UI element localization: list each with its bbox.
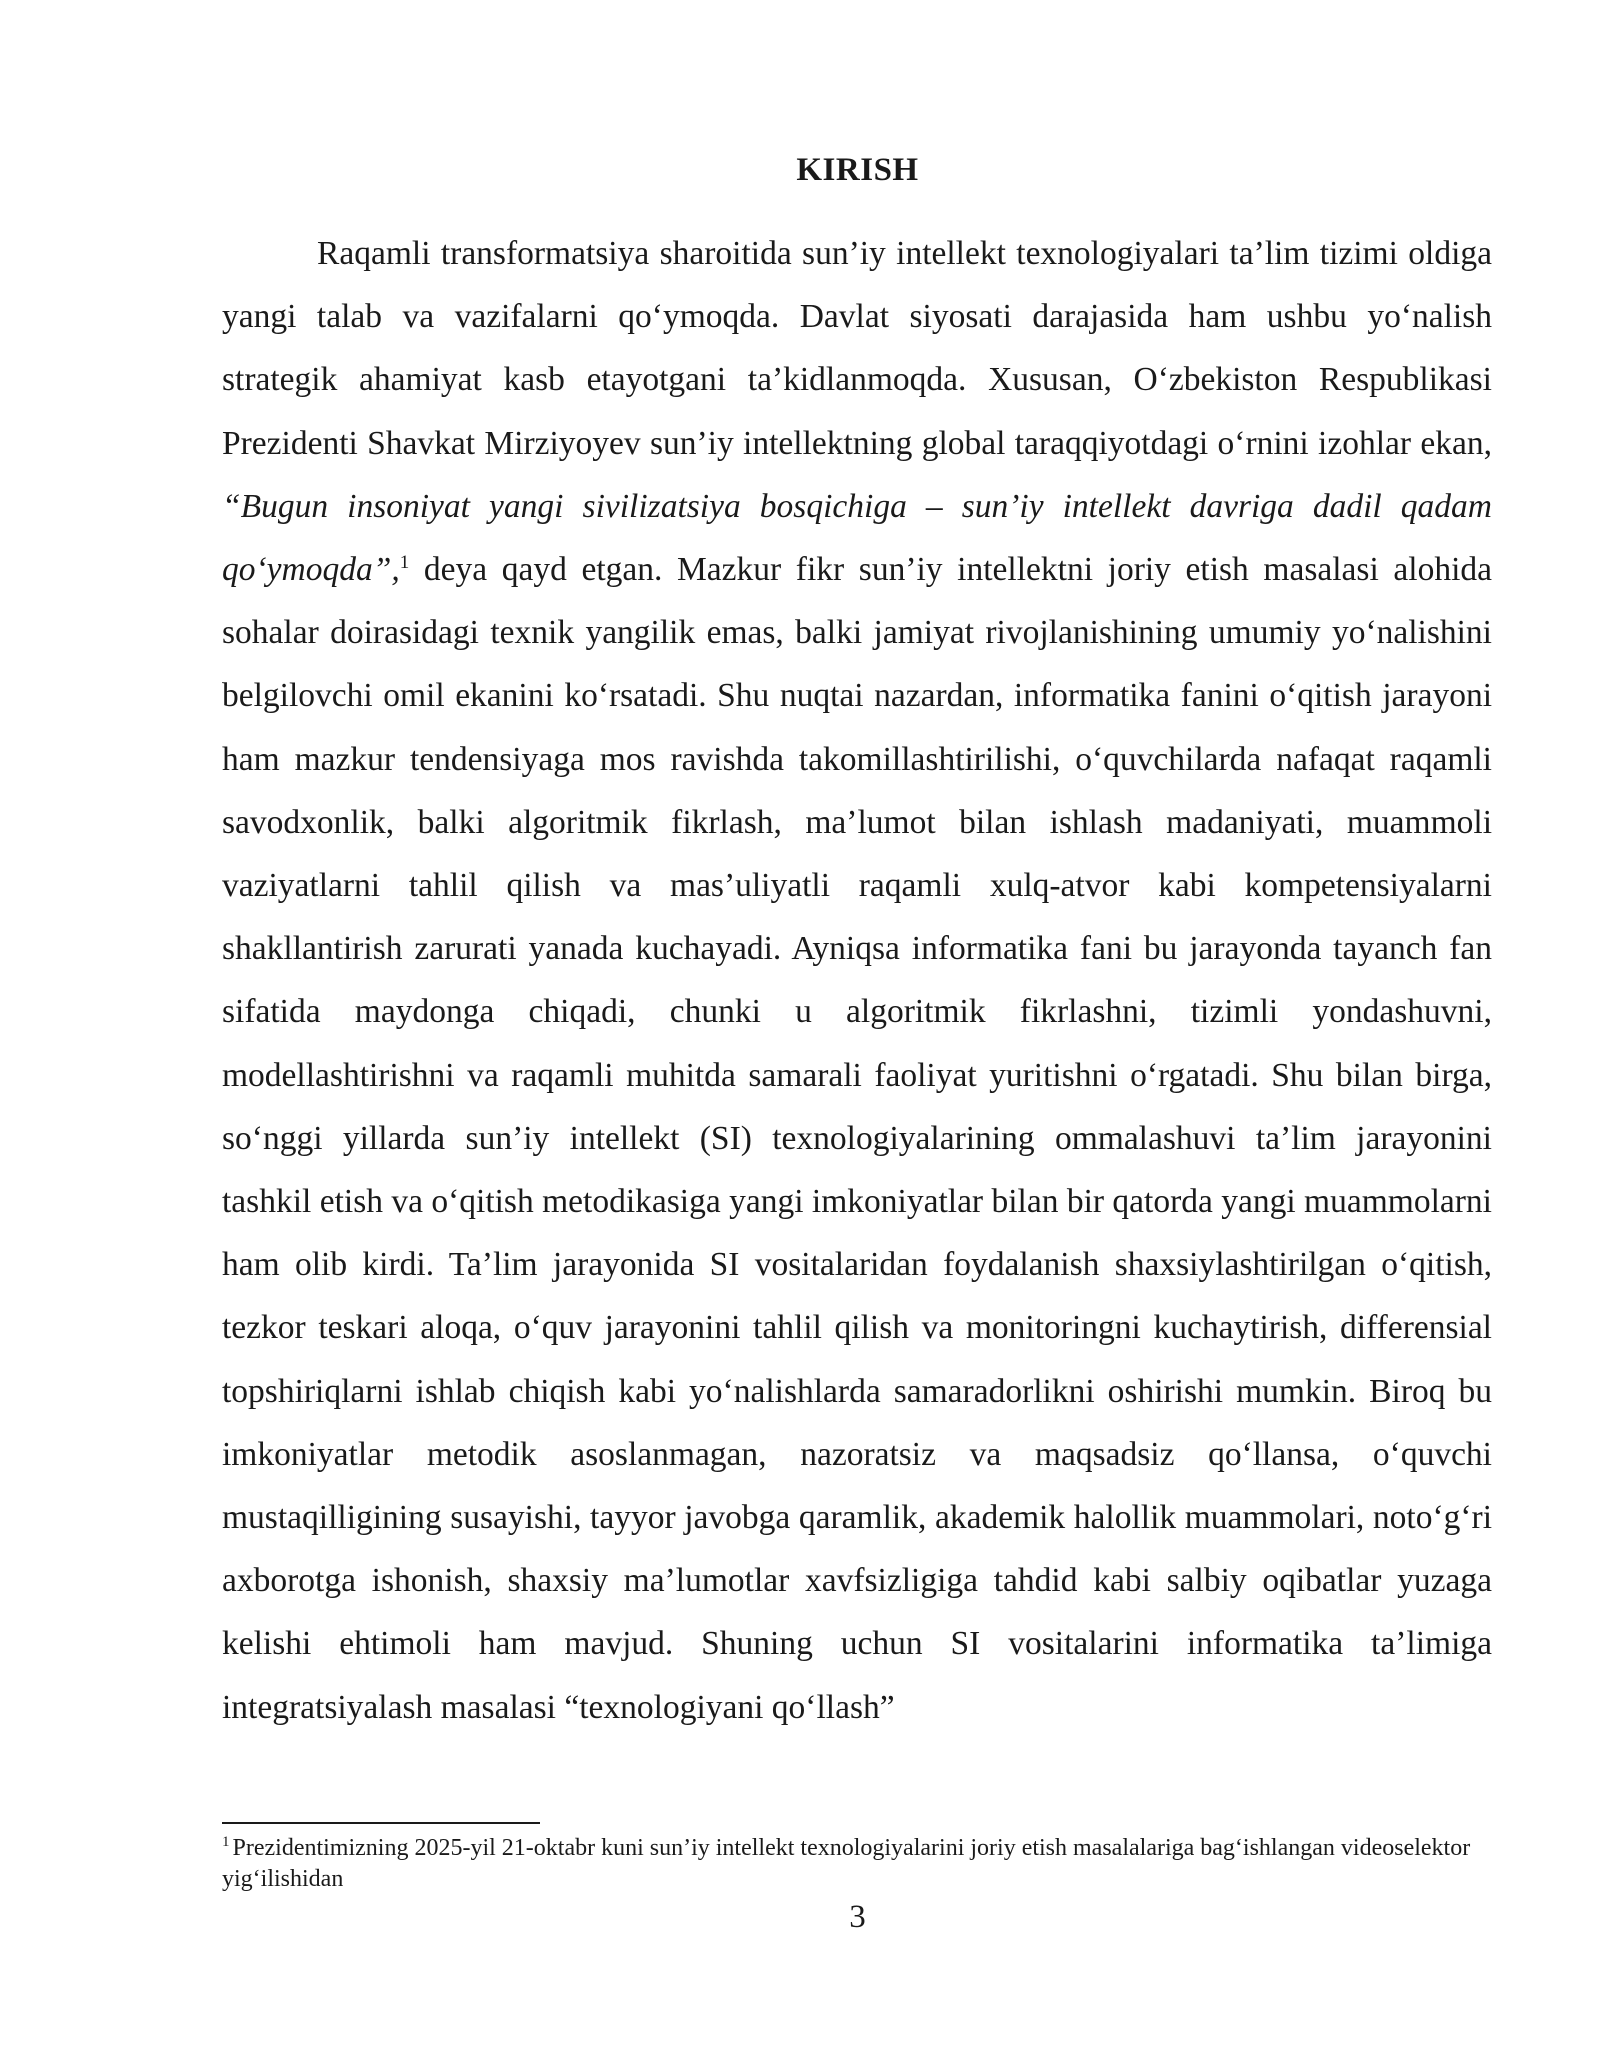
footnote-text: Prezidentimizning 2025-yil 21-oktabr kuni sun’iy intellekt texnologiyalarini joriy etish masalalariga bag‘ishlangan videoselektor yig‘ilishidan (222, 1835, 1471, 1892)
paragraph-text-end: deya qayd etgan. Mazkur fikr sun’iy intellektni joriy etish masalasi alohida sohalar doirasidagi texnik yangilik emas, balki jamiyat rivojlanishining umumiy yo‘nalishini belgilovchi omil ekanini ko‘rsatadi. Shu nuqtai nazardan, informatika fanini o‘qitish jarayoni ham mazkur tendensiyaga mos ravishda takomillashtirilishi, o‘quvchilarda nafaqat raqamli savodxonlik, balki algoritmik fikrlash, ma’lumot bilan ishlash madaniyati, muammoli vaziyatlarni tahlil qilish va mas’uliyatli raqamli xulq-atvor kabi kompetensiyalarni shakllantirish zarurati yanada kuchayadi. Ayniqsa informatika fani bu jarayonda tayanch fan sifatida maydonga chiqadi, chunki u algoritmik fikrlashni, tizimli yondashuvni, modellashtirishni va raqamli muhitda samarali faoliyat yuritishni o‘rgatadi. Shu bilan birga, so‘nggi yillarda sun’iy intellekt (SI) texnologiyalarining ommalashuvi ta’lim jarayonini tashkil etish va o‘qitish metodikasiga yangi imkoniyatlar bilan bir qatorda yangi muammolarni ham olib kirdi. Ta’lim jarayonida SI vositalaridan foydalanish shaxsiylashtirilgan o‘qitish, tezkor teskari aloqa, o‘quv jarayonini tahlil qilish va monitoringni kuchaytirish, differensial topshiriqlarni ishlab chiqish kabi yo‘nalishlarda samaradorlikni oshirishi mumkin. Biroq bu imkoniyatlar metodik asoslanmagan, nazoratsiz va maqsadsiz qo‘llansa, o‘quvchi mustaqilligining susayishi, tayyor javobga qaramlik, akademik halollik muammolari, noto‘g‘ri axborotga ishonish, shaxsiy ma’lumotlar xavfsizligiga tahdid kabi salbiy oqibatlar yuzaga kelishi ehtimoli ham mavjud. Shuning uchun SI vositalarini informatika ta’limiga integratsiyalash masalasi “texnologiyani qo‘llash” (222, 551, 1492, 1726)
footnote (222, 1833, 1492, 1895)
footnote-separator (222, 1822, 540, 1824)
footnote-mark: 1 (222, 1834, 230, 1850)
paragraph-text-start: Raqamli transformatsiya sharoitida sun’iy intellekt texnologiyalari ta’lim tizimi oldiga yangi talab va vazifalarni qo‘ymoqda. Davlat siyosati darajasida ham ushbu yo‘nalish strategik ahamiyat kasb etayotgani ta’kidlanmoqda. Xususan, O‘zbekiston Respublikasi Prezidenti Shavkat Mirziyoyev sun’iy intellektning global taraqqiyotdagi o‘rnini izohlar ekan, (222, 235, 1492, 462)
body-paragraph (222, 222, 1492, 1739)
section-heading: KIRISH (796, 152, 919, 188)
footnote-reference[interactable]: 1 (399, 551, 410, 573)
page-number: 3 (849, 1899, 866, 1935)
president-quote: “Bugun insoniyat yangi sivilizatsiya bosqichiga – sun’iy intellekt davriga dadil qadam qo‘ymoqda”, (222, 487, 1492, 589)
